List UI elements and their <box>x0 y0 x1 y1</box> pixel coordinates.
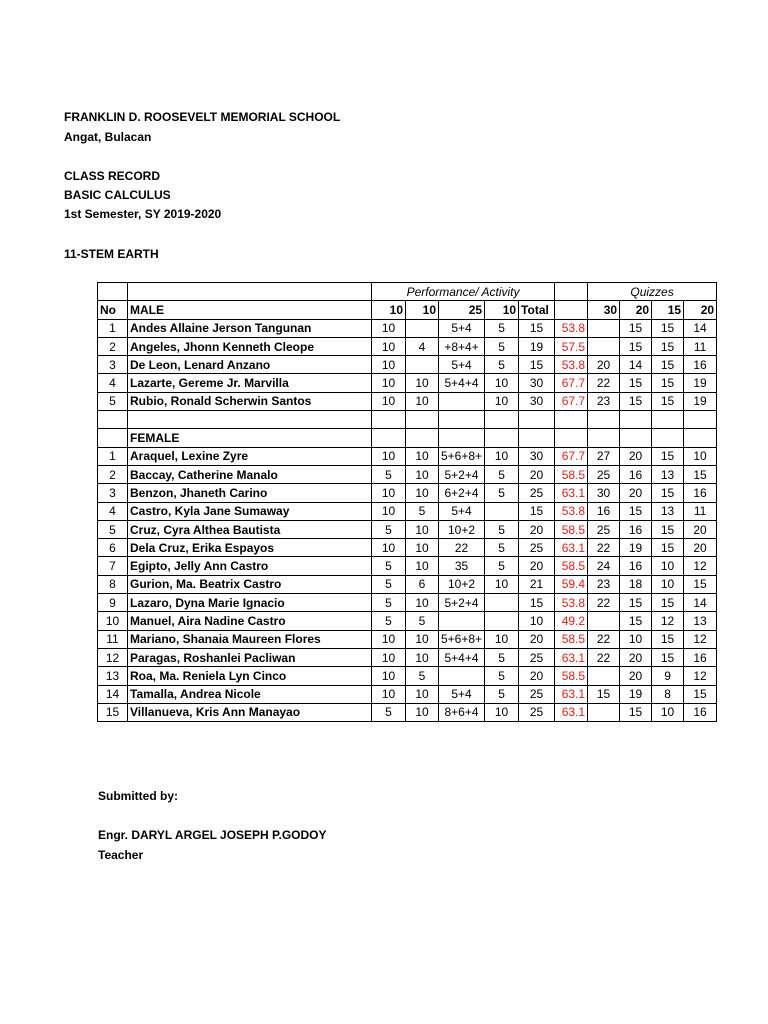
activity-score-3: +8+4+ <box>439 337 485 355</box>
quiz-score-2: 19 <box>620 685 652 703</box>
perf-max-1: 10 <box>372 301 406 319</box>
quiz-score-4: 10 <box>684 447 717 465</box>
quiz-score-4: 13 <box>684 612 717 630</box>
teacher-role: Teacher <box>98 848 144 862</box>
activity-total: 25 <box>519 648 555 666</box>
table-row <box>98 502 717 520</box>
table-row <box>98 356 717 374</box>
activity-score-1: 10 <box>372 667 406 685</box>
activity-score-1: 5 <box>372 703 406 721</box>
quiz-score-4: 16 <box>684 648 717 666</box>
table-row <box>98 337 717 355</box>
quiz-score-4: 14 <box>684 319 717 337</box>
activity-score-1: 10 <box>372 502 406 520</box>
activity-score-1: 5 <box>372 520 406 538</box>
quiz-score-1: 20 <box>588 356 620 374</box>
quiz-score-1: 15 <box>588 685 620 703</box>
activity-score-1: 10 <box>372 685 406 703</box>
activity-score-3: 5+4 <box>439 685 485 703</box>
student-no: 6 <box>98 539 128 557</box>
activity-score-4 <box>485 612 519 630</box>
table-row <box>98 484 717 502</box>
activity-score-1: 5 <box>372 557 406 575</box>
quiz-score-3: 10 <box>652 703 684 721</box>
activity-score-4: 5 <box>485 319 519 337</box>
quiz-score-2: 15 <box>620 703 652 721</box>
activity-score-1: 10 <box>372 484 406 502</box>
activity-score-4: 5 <box>485 337 519 355</box>
activity-score-3: 5+2+4 <box>439 594 485 612</box>
activity-total: 25 <box>519 685 555 703</box>
activity-score-2: 10 <box>406 557 439 575</box>
quiz-score-4: 20 <box>684 539 717 557</box>
quiz-score-4: 16 <box>684 356 717 374</box>
quiz-score-4: 11 <box>684 502 717 520</box>
subject-name: BASIC CALCULUS <box>64 188 171 202</box>
semester: 1st Semester, SY 2019-2020 <box>64 207 222 221</box>
activity-score-4: 10 <box>485 575 519 593</box>
activity-score-1: 10 <box>372 356 406 374</box>
quiz-score-1 <box>588 612 620 630</box>
quiz-score-2: 14 <box>620 356 652 374</box>
student-no: 1 <box>98 319 128 337</box>
activity-score-1: 10 <box>372 447 406 465</box>
activity-score-3: 5+6+8+ <box>439 630 485 648</box>
activity-total: 20 <box>519 630 555 648</box>
activity-total: 20 <box>519 557 555 575</box>
student-no: 3 <box>98 356 128 374</box>
student-name: Lazaro, Dyna Marie Ignacio <box>128 594 372 612</box>
table-row <box>98 374 717 392</box>
student-name: Egipto, Jelly Ann Castro <box>128 557 372 575</box>
perf-max-4: 10 <box>485 301 519 319</box>
student-name: Castro, Kyla Jane Sumaway <box>128 502 372 520</box>
student-no: 4 <box>98 502 128 520</box>
activity-score-4 <box>485 594 519 612</box>
quiz-score-4: 19 <box>684 374 717 392</box>
quiz-score-2: 20 <box>620 447 652 465</box>
student-no: 4 <box>98 374 128 392</box>
activity-score-4: 5 <box>485 685 519 703</box>
activity-score-1: 10 <box>372 539 406 557</box>
column-header-row <box>98 301 717 319</box>
record-title: CLASS RECORD <box>64 169 161 183</box>
student-no: 5 <box>98 520 128 538</box>
quiz-score-3: 15 <box>652 392 684 410</box>
activity-percent: 57.5 <box>555 337 588 355</box>
activity-percent: 59.4 <box>555 575 588 593</box>
activity-score-2: 10 <box>406 648 439 666</box>
student-name: Angeles, Jhonn Kenneth Cleope <box>128 337 372 355</box>
quiz-score-3: 15 <box>652 356 684 374</box>
activity-percent: 58.5 <box>555 520 588 538</box>
activity-total: 15 <box>519 356 555 374</box>
quiz-score-3: 9 <box>652 667 684 685</box>
student-name: Manuel, Aira Nadine Castro <box>128 612 372 630</box>
activity-percent: 49.2 <box>555 612 588 630</box>
perf-max-3: 25 <box>439 301 485 319</box>
activity-score-2: 10 <box>406 484 439 502</box>
quiz-score-4: 20 <box>684 520 717 538</box>
student-no: 10 <box>98 612 128 630</box>
student-name: Tamalla, Andrea Nicole <box>128 685 372 703</box>
quiz-score-2: 16 <box>620 520 652 538</box>
activity-total: 19 <box>519 337 555 355</box>
activity-score-3: 5+2+4 <box>439 465 485 483</box>
activity-percent: 63.1 <box>555 484 588 502</box>
activity-percent: 53.8 <box>555 356 588 374</box>
table-row <box>98 447 717 465</box>
activity-percent: 63.1 <box>555 539 588 557</box>
activity-score-2: 10 <box>406 392 439 410</box>
activity-percent: 58.5 <box>555 667 588 685</box>
activity-total: 25 <box>519 703 555 721</box>
activity-score-1: 5 <box>372 575 406 593</box>
activity-score-2 <box>406 356 439 374</box>
activity-score-4: 5 <box>485 465 519 483</box>
table-row <box>98 539 717 557</box>
activity-score-3: 5+4 <box>439 502 485 520</box>
student-name: Dela Cruz, Erika Espayos <box>128 539 372 557</box>
activity-score-3: 5+4 <box>439 356 485 374</box>
activity-score-2 <box>406 319 439 337</box>
total-header: Total <box>519 301 555 319</box>
activity-total: 15 <box>519 594 555 612</box>
quiz-score-1: 22 <box>588 374 620 392</box>
activity-score-2: 10 <box>406 685 439 703</box>
quiz-score-4: 11 <box>684 337 717 355</box>
spacer-row <box>98 411 717 429</box>
activity-score-3: 22 <box>439 539 485 557</box>
quiz-score-4: 15 <box>684 685 717 703</box>
quiz-max-3: 15 <box>652 301 684 319</box>
student-name: Gurion, Ma. Beatrix Castro <box>128 575 372 593</box>
activity-score-1: 10 <box>372 648 406 666</box>
activity-score-3: 8+6+4 <box>439 703 485 721</box>
activity-score-4: 5 <box>485 539 519 557</box>
quiz-score-4: 15 <box>684 465 717 483</box>
student-no: 12 <box>98 648 128 666</box>
student-name: Roa, Ma. Reniela Lyn Cinco <box>128 667 372 685</box>
activity-score-2: 5 <box>406 612 439 630</box>
quiz-score-4: 16 <box>684 703 717 721</box>
quiz-score-2: 20 <box>620 484 652 502</box>
activity-score-2: 10 <box>406 594 439 612</box>
activity-score-2: 5 <box>406 502 439 520</box>
table-row <box>98 594 717 612</box>
student-no: 3 <box>98 484 128 502</box>
quiz-score-3: 15 <box>652 319 684 337</box>
activity-score-2: 6 <box>406 575 439 593</box>
student-no: 11 <box>98 630 128 648</box>
student-no: 2 <box>98 337 128 355</box>
performance-group-header: Performance/ Activity <box>372 283 555 301</box>
activity-percent: 58.5 <box>555 630 588 648</box>
quiz-score-3: 13 <box>652 465 684 483</box>
male-label: MALE <box>128 301 372 319</box>
activity-score-2: 10 <box>406 465 439 483</box>
quiz-score-1: 25 <box>588 465 620 483</box>
activity-score-1: 10 <box>372 319 406 337</box>
quiz-score-3: 15 <box>652 648 684 666</box>
quiz-score-1: 22 <box>588 539 620 557</box>
student-no: 2 <box>98 465 128 483</box>
activity-score-4: 5 <box>485 648 519 666</box>
activity-score-4 <box>485 502 519 520</box>
activity-score-2: 10 <box>406 539 439 557</box>
table-row <box>98 648 717 666</box>
student-name: Rubio, Ronald Scherwin Santos <box>128 392 372 410</box>
table-row <box>98 667 717 685</box>
quiz-score-2: 15 <box>620 337 652 355</box>
submitted-by-label: Submitted by: <box>98 789 178 803</box>
activity-score-4: 10 <box>485 447 519 465</box>
quiz-score-1 <box>588 319 620 337</box>
quiz-score-3: 15 <box>652 374 684 392</box>
student-name: Paragas, Roshanlei Pacliwan <box>128 648 372 666</box>
student-no: 7 <box>98 557 128 575</box>
table-row <box>98 703 717 721</box>
quiz-score-3: 15 <box>652 337 684 355</box>
activity-score-2: 10 <box>406 447 439 465</box>
activity-score-3: 5+4 <box>439 319 485 337</box>
quiz-score-1: 22 <box>588 648 620 666</box>
group-header-row <box>98 283 717 301</box>
activity-score-2: 10 <box>406 703 439 721</box>
activity-score-1: 10 <box>372 392 406 410</box>
quiz-score-2: 15 <box>620 319 652 337</box>
table-row <box>98 465 717 483</box>
student-name: Lazarte, Gereme Jr. Marvilla <box>128 374 372 392</box>
quiz-score-3: 10 <box>652 557 684 575</box>
quiz-score-4: 15 <box>684 575 717 593</box>
student-no: 13 <box>98 667 128 685</box>
quiz-score-3: 15 <box>652 594 684 612</box>
quiz-score-1: 25 <box>588 520 620 538</box>
student-no: 1 <box>98 447 128 465</box>
activity-total: 20 <box>519 667 555 685</box>
quiz-max-1: 30 <box>588 301 620 319</box>
activity-percent: 53.8 <box>555 594 588 612</box>
activity-score-2: 5 <box>406 667 439 685</box>
female-header-row <box>98 429 717 447</box>
activity-score-3: 5+4+4 <box>439 374 485 392</box>
quiz-score-3: 15 <box>652 447 684 465</box>
activity-percent: 63.1 <box>555 703 588 721</box>
student-name: Araquel, Lexine Zyre <box>128 447 372 465</box>
quiz-score-3: 15 <box>652 520 684 538</box>
quiz-score-2: 10 <box>620 630 652 648</box>
quiz-score-1: 22 <box>588 630 620 648</box>
student-no: 9 <box>98 594 128 612</box>
student-name: De Leon, Lenard Anzano <box>128 356 372 374</box>
table-row <box>98 630 717 648</box>
teacher-name: Engr. DARYL ARGEL JOSEPH P.GODOY <box>98 828 327 842</box>
quiz-score-4: 12 <box>684 630 717 648</box>
activity-score-3: 35 <box>439 557 485 575</box>
activity-score-3: 6+2+4 <box>439 484 485 502</box>
quiz-score-3: 12 <box>652 612 684 630</box>
class-record-table <box>97 282 717 722</box>
quiz-score-2: 20 <box>620 667 652 685</box>
activity-score-3: 10+2 <box>439 520 485 538</box>
activity-score-4: 5 <box>485 484 519 502</box>
quiz-score-1 <box>588 703 620 721</box>
table-row <box>98 392 717 410</box>
quiz-score-2: 20 <box>620 648 652 666</box>
student-no: 8 <box>98 575 128 593</box>
activity-score-3 <box>439 667 485 685</box>
activity-percent: 58.5 <box>555 465 588 483</box>
activity-score-2: 10 <box>406 630 439 648</box>
table-row <box>98 319 717 337</box>
student-name: Benzon, Jhaneth Carino <box>128 484 372 502</box>
quiz-score-1 <box>588 667 620 685</box>
quiz-score-2: 16 <box>620 557 652 575</box>
quiz-score-2: 15 <box>620 374 652 392</box>
col-no-header: No <box>98 301 128 319</box>
activity-score-1: 5 <box>372 612 406 630</box>
activity-score-4: 5 <box>485 356 519 374</box>
quiz-score-3: 15 <box>652 484 684 502</box>
activity-score-4: 10 <box>485 630 519 648</box>
activity-score-4: 5 <box>485 557 519 575</box>
quiz-score-2: 15 <box>620 502 652 520</box>
quiz-score-4: 19 <box>684 392 717 410</box>
activity-score-3: 5+4+4 <box>439 648 485 666</box>
activity-score-2: 10 <box>406 520 439 538</box>
activity-total: 20 <box>519 465 555 483</box>
student-name: Andes Allaine Jerson Tangunan <box>128 319 372 337</box>
table-row <box>98 685 717 703</box>
activity-score-4: 5 <box>485 520 519 538</box>
quiz-score-1: 23 <box>588 392 620 410</box>
quiz-score-3: 15 <box>652 630 684 648</box>
quiz-score-1: 30 <box>588 484 620 502</box>
quiz-score-3: 8 <box>652 685 684 703</box>
quiz-score-3: 13 <box>652 502 684 520</box>
table-row <box>98 557 717 575</box>
quiz-max-4: 20 <box>684 301 717 319</box>
activity-score-3 <box>439 392 485 410</box>
student-no: 14 <box>98 685 128 703</box>
activity-total: 15 <box>519 319 555 337</box>
activity-score-1: 10 <box>372 337 406 355</box>
activity-score-1: 5 <box>372 465 406 483</box>
activity-total: 30 <box>519 447 555 465</box>
activity-score-2: 4 <box>406 337 439 355</box>
activity-percent: 53.8 <box>555 319 588 337</box>
activity-percent: 67.7 <box>555 392 588 410</box>
quiz-score-4: 12 <box>684 667 717 685</box>
activity-score-1: 5 <box>372 594 406 612</box>
activity-total: 30 <box>519 392 555 410</box>
activity-percent: 67.7 <box>555 447 588 465</box>
quiz-score-1: 16 <box>588 502 620 520</box>
activity-score-4: 10 <box>485 392 519 410</box>
activity-total: 25 <box>519 539 555 557</box>
table-row <box>98 575 717 593</box>
activity-percent: 58.5 <box>555 557 588 575</box>
quiz-score-2: 15 <box>620 392 652 410</box>
student-name: Mariano, Shanaia Maureen Flores <box>128 630 372 648</box>
quiz-score-1: 27 <box>588 447 620 465</box>
table-row <box>98 520 717 538</box>
student-no: 5 <box>98 392 128 410</box>
activity-total: 20 <box>519 520 555 538</box>
quiz-score-3: 15 <box>652 539 684 557</box>
section-name: 11-STEM EARTH <box>64 247 159 261</box>
quiz-score-2: 15 <box>620 612 652 630</box>
school-location: Angat, Bulacan <box>64 130 152 144</box>
activity-score-1: 10 <box>372 374 406 392</box>
activity-total: 21 <box>519 575 555 593</box>
activity-percent: 67.7 <box>555 374 588 392</box>
activity-score-4: 10 <box>485 374 519 392</box>
activity-score-3 <box>439 612 485 630</box>
activity-score-4: 5 <box>485 667 519 685</box>
quiz-score-4: 14 <box>684 594 717 612</box>
activity-score-3: 5+6+8+ <box>439 447 485 465</box>
student-no: 15 <box>98 703 128 721</box>
activity-score-3: 10+2 <box>439 575 485 593</box>
quiz-score-1: 23 <box>588 575 620 593</box>
quiz-score-2: 18 <box>620 575 652 593</box>
activity-percent: 63.1 <box>555 685 588 703</box>
activity-score-1: 10 <box>372 630 406 648</box>
school-name: FRANKLIN D. ROOSEVELT MEMORIAL SCHOOL <box>64 110 341 124</box>
activity-total: 15 <box>519 502 555 520</box>
quizzes-group-header: Quizzes <box>588 283 717 301</box>
quiz-score-4: 16 <box>684 484 717 502</box>
quiz-score-1 <box>588 337 620 355</box>
activity-percent: 53.8 <box>555 502 588 520</box>
table-row <box>98 612 717 630</box>
student-name: Baccay, Catherine Manalo <box>128 465 372 483</box>
quiz-score-2: 15 <box>620 594 652 612</box>
quiz-score-2: 16 <box>620 465 652 483</box>
quiz-score-4: 12 <box>684 557 717 575</box>
female-label: FEMALE <box>128 429 372 447</box>
activity-percent: 63.1 <box>555 648 588 666</box>
perf-max-2: 10 <box>406 301 439 319</box>
activity-total: 25 <box>519 484 555 502</box>
quiz-score-3: 10 <box>652 575 684 593</box>
activity-total: 30 <box>519 374 555 392</box>
student-name: Cruz, Cyra Althea Bautista <box>128 520 372 538</box>
quiz-score-2: 19 <box>620 539 652 557</box>
quiz-max-2: 20 <box>620 301 652 319</box>
quiz-score-1: 24 <box>588 557 620 575</box>
quiz-score-1: 22 <box>588 594 620 612</box>
activity-total: 10 <box>519 612 555 630</box>
student-name: Villanueva, Kris Ann Manayao <box>128 703 372 721</box>
activity-score-2: 10 <box>406 374 439 392</box>
activity-score-4: 10 <box>485 703 519 721</box>
